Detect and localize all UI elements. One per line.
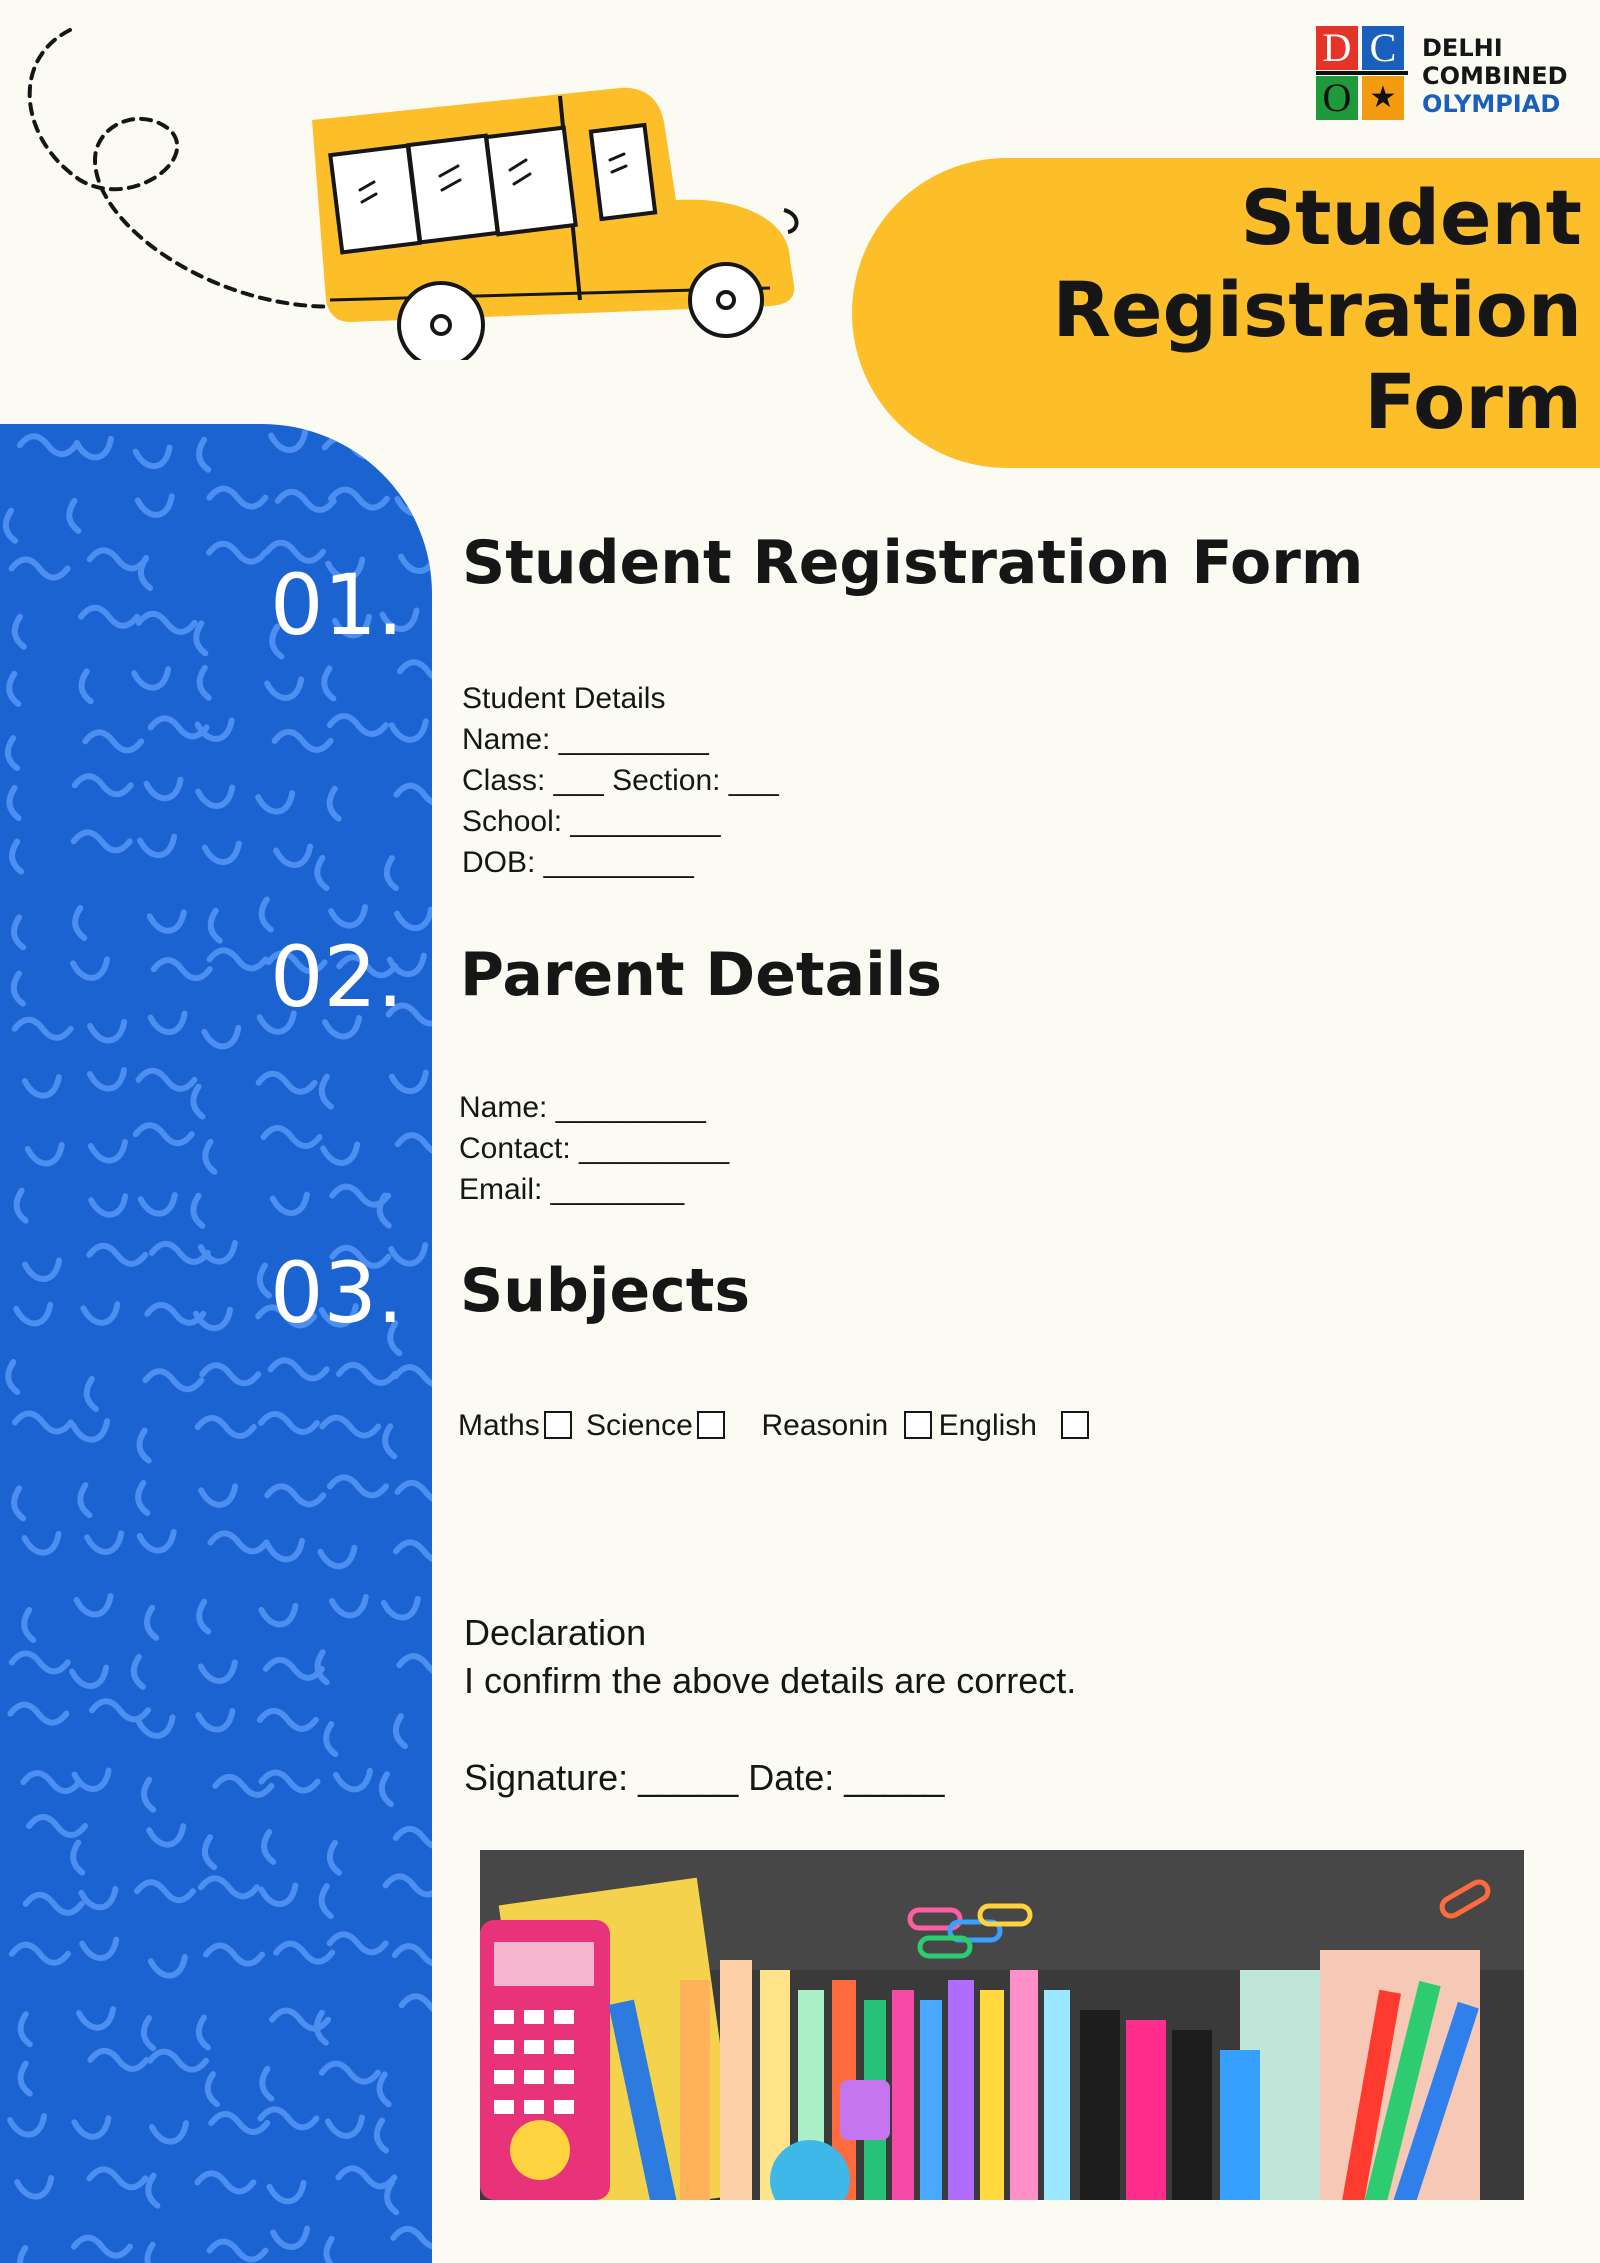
logo-letter-d: D bbox=[1316, 26, 1358, 70]
parent-contact-field[interactable]: Contact: _________ bbox=[459, 1132, 730, 1165]
english-checkbox[interactable] bbox=[1061, 1411, 1089, 1439]
title-banner bbox=[852, 158, 1600, 468]
student-school-field[interactable]: School: _________ bbox=[462, 805, 721, 838]
science-checkbox[interactable] bbox=[697, 1411, 725, 1439]
squiggle-pattern-icon bbox=[0, 424, 432, 2263]
section-number-1: 01. bbox=[270, 556, 404, 654]
subjects-row bbox=[458, 1404, 1095, 1448]
logo-letter-c: C bbox=[1362, 26, 1404, 70]
logo-line-olympiad: OLYMPIAD bbox=[1422, 90, 1561, 118]
student-class-section-field[interactable]: Class: ___ Section: ___ bbox=[462, 764, 779, 797]
school-bus-illustration bbox=[0, 0, 820, 360]
signature-date-field[interactable]: Signature: _____ Date: _____ bbox=[464, 1757, 945, 1798]
section-number-2: 02. bbox=[270, 928, 404, 1026]
medal-icon: ★ bbox=[1362, 76, 1404, 120]
subject-label-english: English bbox=[938, 1409, 1037, 1442]
student-name-field[interactable]: Name: _________ bbox=[462, 723, 709, 756]
logo-line-combined: COMBINED bbox=[1422, 62, 1568, 90]
section-number-3: 03. bbox=[270, 1244, 404, 1342]
maths-checkbox[interactable] bbox=[544, 1411, 572, 1439]
subject-label-maths: Maths bbox=[458, 1409, 540, 1442]
logo-letter-o: O bbox=[1316, 76, 1358, 120]
section-heading-parent: Parent Details bbox=[460, 940, 942, 1010]
parent-email-field[interactable]: Email: ________ bbox=[459, 1173, 685, 1206]
student-dob-field[interactable]: DOB: _________ bbox=[462, 846, 694, 879]
student-fields bbox=[462, 678, 779, 883]
reasoning-checkbox[interactable] bbox=[904, 1411, 932, 1439]
declaration-text: I confirm the above details are correct. bbox=[464, 1660, 1077, 1701]
school-supplies-photo bbox=[480, 1850, 1524, 2200]
declaration-title: Declaration bbox=[464, 1612, 647, 1653]
logo-line-delhi: DELHI bbox=[1422, 34, 1503, 62]
parent-name-field[interactable]: Name: _________ bbox=[459, 1091, 706, 1124]
section-heading-student: Student Registration Form bbox=[462, 528, 1364, 598]
parent-fields bbox=[459, 1087, 729, 1210]
section-heading-subjects: Subjects bbox=[460, 1256, 751, 1326]
decorative-sidebar bbox=[0, 424, 432, 2263]
page-title: Student Registration Form bbox=[1052, 173, 1582, 446]
subject-label-reasoning: Reasonin bbox=[761, 1409, 889, 1442]
olympiad-logo bbox=[1316, 26, 1586, 140]
subject-label-science: Science bbox=[586, 1409, 693, 1442]
student-details-label: Student Details bbox=[462, 682, 666, 715]
